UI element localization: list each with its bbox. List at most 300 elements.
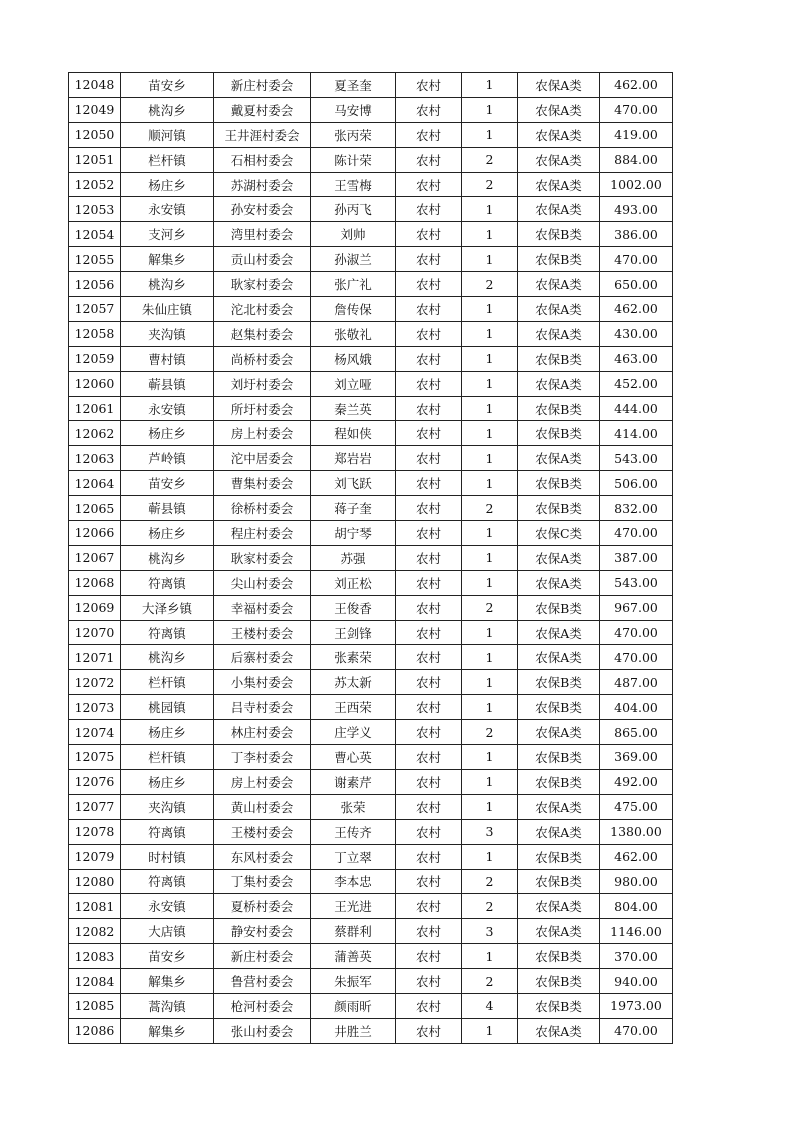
township-cell: 大店镇	[121, 919, 214, 944]
table-row	[69, 620, 673, 645]
household-count-cell: 1	[462, 421, 518, 446]
record-id-cell: 12077	[69, 794, 121, 819]
household-count-cell: 2	[462, 894, 518, 919]
village-committee-cell: 贡山村委会	[214, 247, 311, 272]
village-committee-cell: 石相村委会	[214, 147, 311, 172]
village-committee-cell: 后寨村委会	[214, 645, 311, 670]
insurance-category-cell: 农保A类	[518, 545, 600, 570]
village-committee-cell: 孙安村委会	[214, 197, 311, 222]
record-id-cell: 12068	[69, 570, 121, 595]
household-count-cell: 1	[462, 769, 518, 794]
person-name-cell: 刘帅	[311, 222, 396, 247]
insurance-category-cell: 农保A类	[518, 97, 600, 122]
amount-cell: 387.00	[600, 545, 673, 570]
table-row	[69, 521, 673, 546]
amount-cell: 462.00	[600, 844, 673, 869]
household-count-cell: 1	[462, 521, 518, 546]
insurance-category-cell: 农保A类	[518, 172, 600, 197]
person-name-cell: 刘立哑	[311, 371, 396, 396]
amount-cell: 470.00	[600, 97, 673, 122]
amount-cell: 1146.00	[600, 919, 673, 944]
person-name-cell: 马安博	[311, 97, 396, 122]
household-count-cell: 1	[462, 471, 518, 496]
township-cell: 夹沟镇	[121, 321, 214, 346]
record-id-cell: 12072	[69, 670, 121, 695]
household-count-cell: 1	[462, 222, 518, 247]
residence-type-cell: 农村	[396, 720, 462, 745]
amount-cell: 865.00	[600, 720, 673, 745]
person-name-cell: 蒋子奎	[311, 496, 396, 521]
table-row	[69, 993, 673, 1018]
person-name-cell: 苏强	[311, 545, 396, 570]
person-name-cell: 颜雨昕	[311, 993, 396, 1018]
record-id-cell: 12065	[69, 496, 121, 521]
village-committee-cell: 徐桥村委会	[214, 496, 311, 521]
residence-type-cell: 农村	[396, 97, 462, 122]
residence-type-cell: 农村	[396, 421, 462, 446]
table-row	[69, 197, 673, 222]
table-row	[69, 172, 673, 197]
township-cell: 栏杆镇	[121, 745, 214, 770]
table-row	[69, 869, 673, 894]
record-id-cell: 12053	[69, 197, 121, 222]
amount-cell: 369.00	[600, 745, 673, 770]
township-cell: 苗安乡	[121, 471, 214, 496]
insurance-category-cell: 农保A类	[518, 371, 600, 396]
village-committee-cell: 吕寺村委会	[214, 695, 311, 720]
residence-type-cell: 农村	[396, 172, 462, 197]
amount-cell: 463.00	[600, 346, 673, 371]
table-row	[69, 645, 673, 670]
amount-cell: 386.00	[600, 222, 673, 247]
person-name-cell: 曹心英	[311, 745, 396, 770]
amount-cell: 967.00	[600, 595, 673, 620]
person-name-cell: 王西荣	[311, 695, 396, 720]
insurance-category-cell: 农保B类	[518, 471, 600, 496]
person-name-cell: 李本忠	[311, 869, 396, 894]
village-committee-cell: 王楼村委会	[214, 620, 311, 645]
table-row	[69, 73, 673, 98]
residence-type-cell: 农村	[396, 297, 462, 322]
insurance-category-cell: 农保C类	[518, 521, 600, 546]
village-committee-cell: 静安村委会	[214, 919, 311, 944]
household-count-cell: 2	[462, 147, 518, 172]
insurance-category-cell: 农保B类	[518, 421, 600, 446]
township-cell: 时村镇	[121, 844, 214, 869]
township-cell: 符离镇	[121, 819, 214, 844]
residence-type-cell: 农村	[396, 321, 462, 346]
amount-cell: 444.00	[600, 396, 673, 421]
record-id-cell: 12059	[69, 346, 121, 371]
table-row	[69, 745, 673, 770]
insurance-category-cell: 农保A类	[518, 919, 600, 944]
table-row	[69, 247, 673, 272]
village-committee-cell: 王井涯村委会	[214, 122, 311, 147]
insurance-category-cell: 农保B类	[518, 969, 600, 994]
amount-cell: 462.00	[600, 73, 673, 98]
person-name-cell: 陈计荣	[311, 147, 396, 172]
township-cell: 符离镇	[121, 570, 214, 595]
insurance-category-cell: 农保A类	[518, 321, 600, 346]
residence-type-cell: 农村	[396, 993, 462, 1018]
household-count-cell: 1	[462, 1018, 518, 1043]
household-count-cell: 1	[462, 197, 518, 222]
record-id-cell: 12061	[69, 396, 121, 421]
amount-cell: 475.00	[600, 794, 673, 819]
household-count-cell: 1	[462, 545, 518, 570]
insurance-category-cell: 农保B类	[518, 670, 600, 695]
insurance-category-cell: 农保B类	[518, 769, 600, 794]
table-row	[69, 222, 673, 247]
township-cell: 杨庄乡	[121, 720, 214, 745]
household-count-cell: 1	[462, 794, 518, 819]
residence-type-cell: 农村	[396, 595, 462, 620]
record-id-cell: 12071	[69, 645, 121, 670]
record-id-cell: 12080	[69, 869, 121, 894]
record-id-cell: 12064	[69, 471, 121, 496]
township-cell: 苗安乡	[121, 73, 214, 98]
village-committee-cell: 沱中居委会	[214, 446, 311, 471]
residence-type-cell: 农村	[396, 869, 462, 894]
village-committee-cell: 枪河村委会	[214, 993, 311, 1018]
township-cell: 符离镇	[121, 869, 214, 894]
amount-cell: 832.00	[600, 496, 673, 521]
table-row	[69, 670, 673, 695]
table-row	[69, 794, 673, 819]
insurance-category-cell: 农保A类	[518, 147, 600, 172]
residence-type-cell: 农村	[396, 122, 462, 147]
table-row	[69, 97, 673, 122]
person-name-cell: 秦兰英	[311, 396, 396, 421]
residence-type-cell: 农村	[396, 894, 462, 919]
person-name-cell: 朱振军	[311, 969, 396, 994]
residence-type-cell: 农村	[396, 471, 462, 496]
person-name-cell: 郑岩岩	[311, 446, 396, 471]
record-id-cell: 12082	[69, 919, 121, 944]
household-count-cell: 1	[462, 944, 518, 969]
household-count-cell: 1	[462, 446, 518, 471]
table-body	[69, 73, 673, 1044]
insurance-category-cell: 农保A类	[518, 720, 600, 745]
insurance-category-cell: 农保B类	[518, 222, 600, 247]
record-id-cell: 12051	[69, 147, 121, 172]
table-row	[69, 919, 673, 944]
village-committee-cell: 赵集村委会	[214, 321, 311, 346]
household-count-cell: 2	[462, 720, 518, 745]
record-id-cell: 12049	[69, 97, 121, 122]
household-count-cell: 1	[462, 247, 518, 272]
household-count-cell: 1	[462, 396, 518, 421]
village-committee-cell: 程庄村委会	[214, 521, 311, 546]
household-count-cell: 2	[462, 969, 518, 994]
village-committee-cell: 湾里村委会	[214, 222, 311, 247]
record-id-cell: 12048	[69, 73, 121, 98]
record-id-cell: 12086	[69, 1018, 121, 1043]
household-count-cell: 1	[462, 73, 518, 98]
table-row	[69, 272, 673, 297]
residence-type-cell: 农村	[396, 794, 462, 819]
table-row	[69, 297, 673, 322]
table-row	[69, 122, 673, 147]
table-row	[69, 944, 673, 969]
township-cell: 桃沟乡	[121, 97, 214, 122]
insurance-category-cell: 农保B类	[518, 844, 600, 869]
table-row	[69, 471, 673, 496]
household-count-cell: 1	[462, 570, 518, 595]
record-id-cell: 12052	[69, 172, 121, 197]
township-cell: 杨庄乡	[121, 521, 214, 546]
household-count-cell: 1	[462, 620, 518, 645]
household-count-cell: 1	[462, 844, 518, 869]
village-committee-cell: 夏桥村委会	[214, 894, 311, 919]
township-cell: 永安镇	[121, 396, 214, 421]
table-row	[69, 371, 673, 396]
amount-cell: 940.00	[600, 969, 673, 994]
township-cell: 杨庄乡	[121, 769, 214, 794]
amount-cell: 492.00	[600, 769, 673, 794]
person-name-cell: 蒲善英	[311, 944, 396, 969]
household-count-cell: 1	[462, 745, 518, 770]
insurance-category-cell: 农保B类	[518, 745, 600, 770]
record-id-cell: 12073	[69, 695, 121, 720]
record-id-cell: 12075	[69, 745, 121, 770]
person-name-cell: 刘飞跃	[311, 471, 396, 496]
township-cell: 杨庄乡	[121, 172, 214, 197]
village-committee-cell: 耿家村委会	[214, 272, 311, 297]
residence-type-cell: 农村	[396, 197, 462, 222]
residence-type-cell: 农村	[396, 745, 462, 770]
insurance-category-cell: 农保B类	[518, 247, 600, 272]
amount-cell: 470.00	[600, 247, 673, 272]
household-count-cell: 4	[462, 993, 518, 1018]
insurance-category-cell: 农保B类	[518, 869, 600, 894]
residence-type-cell: 农村	[396, 919, 462, 944]
village-committee-cell: 新庄村委会	[214, 73, 311, 98]
person-name-cell: 井胜兰	[311, 1018, 396, 1043]
person-name-cell: 孙丙飞	[311, 197, 396, 222]
residence-type-cell: 农村	[396, 396, 462, 421]
residence-type-cell: 农村	[396, 247, 462, 272]
insurance-category-cell: 农保A类	[518, 794, 600, 819]
record-id-cell: 12085	[69, 993, 121, 1018]
amount-cell: 470.00	[600, 1018, 673, 1043]
household-count-cell: 3	[462, 819, 518, 844]
table-row	[69, 421, 673, 446]
record-id-cell: 12060	[69, 371, 121, 396]
person-name-cell: 王光进	[311, 894, 396, 919]
village-committee-cell: 东风村委会	[214, 844, 311, 869]
person-name-cell: 程如侠	[311, 421, 396, 446]
township-cell: 苗安乡	[121, 944, 214, 969]
residence-type-cell: 农村	[396, 73, 462, 98]
record-id-cell: 12058	[69, 321, 121, 346]
record-id-cell: 12084	[69, 969, 121, 994]
township-cell: 桃园镇	[121, 695, 214, 720]
table-row	[69, 1018, 673, 1043]
residence-type-cell: 农村	[396, 769, 462, 794]
insurance-category-cell: 农保B类	[518, 695, 600, 720]
residence-type-cell: 农村	[396, 645, 462, 670]
insurance-category-cell: 农保B类	[518, 346, 600, 371]
village-committee-cell: 所圩村委会	[214, 396, 311, 421]
insurance-category-cell: 农保A类	[518, 645, 600, 670]
insurance-category-cell: 农保A类	[518, 620, 600, 645]
residence-type-cell: 农村	[396, 222, 462, 247]
amount-cell: 1973.00	[600, 993, 673, 1018]
township-cell: 栏杆镇	[121, 670, 214, 695]
record-id-cell: 12056	[69, 272, 121, 297]
amount-cell: 506.00	[600, 471, 673, 496]
record-id-cell: 12062	[69, 421, 121, 446]
village-committee-cell: 房上村委会	[214, 769, 311, 794]
township-cell: 蕲县镇	[121, 496, 214, 521]
table-row	[69, 346, 673, 371]
amount-cell: 470.00	[600, 645, 673, 670]
table-row	[69, 969, 673, 994]
residence-type-cell: 农村	[396, 446, 462, 471]
residence-type-cell: 农村	[396, 346, 462, 371]
residence-type-cell: 农村	[396, 844, 462, 869]
household-count-cell: 2	[462, 595, 518, 620]
table-row	[69, 819, 673, 844]
record-id-cell: 12076	[69, 769, 121, 794]
amount-cell: 493.00	[600, 197, 673, 222]
township-cell: 芦岭镇	[121, 446, 214, 471]
insurance-category-cell: 农保B类	[518, 595, 600, 620]
insurance-category-cell: 农保B类	[518, 944, 600, 969]
residence-type-cell: 农村	[396, 819, 462, 844]
insurance-category-cell: 农保B类	[518, 496, 600, 521]
township-cell: 桃沟乡	[121, 645, 214, 670]
insurance-category-cell: 农保A类	[518, 446, 600, 471]
insurance-category-cell: 农保A类	[518, 1018, 600, 1043]
table-row	[69, 595, 673, 620]
township-cell: 永安镇	[121, 894, 214, 919]
village-committee-cell: 丁李村委会	[214, 745, 311, 770]
table-row	[69, 545, 673, 570]
table-row	[69, 446, 673, 471]
township-cell: 符离镇	[121, 620, 214, 645]
household-count-cell: 1	[462, 122, 518, 147]
person-name-cell: 张素荣	[311, 645, 396, 670]
village-committee-cell: 耿家村委会	[214, 545, 311, 570]
table-row	[69, 695, 673, 720]
township-cell: 栏杆镇	[121, 147, 214, 172]
township-cell: 蒿沟镇	[121, 993, 214, 1018]
amount-cell: 404.00	[600, 695, 673, 720]
household-count-cell: 1	[462, 346, 518, 371]
record-id-cell: 12074	[69, 720, 121, 745]
record-id-cell: 12066	[69, 521, 121, 546]
residence-type-cell: 农村	[396, 695, 462, 720]
village-committee-cell: 沱北村委会	[214, 297, 311, 322]
residence-type-cell: 农村	[396, 496, 462, 521]
amount-cell: 470.00	[600, 521, 673, 546]
household-count-cell: 1	[462, 670, 518, 695]
person-name-cell: 苏太新	[311, 670, 396, 695]
village-committee-cell: 新庄村委会	[214, 944, 311, 969]
household-count-cell: 1	[462, 371, 518, 396]
person-name-cell: 王俊香	[311, 595, 396, 620]
village-committee-cell: 刘圩村委会	[214, 371, 311, 396]
residence-type-cell: 农村	[396, 371, 462, 396]
village-committee-cell: 王楼村委会	[214, 819, 311, 844]
record-id-cell: 12063	[69, 446, 121, 471]
amount-cell: 980.00	[600, 869, 673, 894]
amount-cell: 452.00	[600, 371, 673, 396]
person-name-cell: 丁立翠	[311, 844, 396, 869]
township-cell: 杨庄乡	[121, 421, 214, 446]
township-cell: 桃沟乡	[121, 272, 214, 297]
residence-type-cell: 农村	[396, 570, 462, 595]
insurance-category-cell: 农保A类	[518, 272, 600, 297]
record-id-cell: 12054	[69, 222, 121, 247]
person-name-cell: 詹传保	[311, 297, 396, 322]
record-id-cell: 12078	[69, 819, 121, 844]
household-count-cell: 2	[462, 172, 518, 197]
person-name-cell: 张荣	[311, 794, 396, 819]
village-committee-cell: 鲁营村委会	[214, 969, 311, 994]
table-row	[69, 769, 673, 794]
household-count-cell: 1	[462, 645, 518, 670]
village-committee-cell: 丁集村委会	[214, 869, 311, 894]
township-cell: 蕲县镇	[121, 371, 214, 396]
insurance-category-cell: 农保A类	[518, 894, 600, 919]
residence-type-cell: 农村	[396, 670, 462, 695]
record-id-cell: 12081	[69, 894, 121, 919]
residence-type-cell: 农村	[396, 944, 462, 969]
table-row	[69, 496, 673, 521]
amount-cell: 414.00	[600, 421, 673, 446]
table-row	[69, 720, 673, 745]
record-id-cell: 12055	[69, 247, 121, 272]
village-committee-cell: 黄山村委会	[214, 794, 311, 819]
village-committee-cell: 林庄村委会	[214, 720, 311, 745]
table-row	[69, 321, 673, 346]
township-cell: 大泽乡镇	[121, 595, 214, 620]
table-row	[69, 894, 673, 919]
person-name-cell: 蔡群利	[311, 919, 396, 944]
record-id-cell: 12069	[69, 595, 121, 620]
table-row	[69, 396, 673, 421]
insurance-category-cell: 农保A类	[518, 197, 600, 222]
amount-cell: 419.00	[600, 122, 673, 147]
residence-type-cell: 农村	[396, 969, 462, 994]
village-committee-cell: 尚桥村委会	[214, 346, 311, 371]
amount-cell: 804.00	[600, 894, 673, 919]
person-name-cell: 夏圣奎	[311, 73, 396, 98]
insurance-category-cell: 农保A类	[518, 73, 600, 98]
township-cell: 朱仙庄镇	[121, 297, 214, 322]
township-cell: 解集乡	[121, 969, 214, 994]
amount-cell: 543.00	[600, 570, 673, 595]
household-count-cell: 2	[462, 496, 518, 521]
residence-type-cell: 农村	[396, 545, 462, 570]
residence-type-cell: 农村	[396, 272, 462, 297]
person-name-cell: 王剑锋	[311, 620, 396, 645]
household-count-cell: 2	[462, 869, 518, 894]
person-name-cell: 谢素芹	[311, 769, 396, 794]
household-count-cell: 3	[462, 919, 518, 944]
person-name-cell: 张丙荣	[311, 122, 396, 147]
table-row	[69, 147, 673, 172]
residence-type-cell: 农村	[396, 1018, 462, 1043]
township-cell: 解集乡	[121, 1018, 214, 1043]
township-cell: 永安镇	[121, 197, 214, 222]
amount-cell: 1002.00	[600, 172, 673, 197]
insurance-category-cell: 农保A类	[518, 297, 600, 322]
township-cell: 顺河镇	[121, 122, 214, 147]
